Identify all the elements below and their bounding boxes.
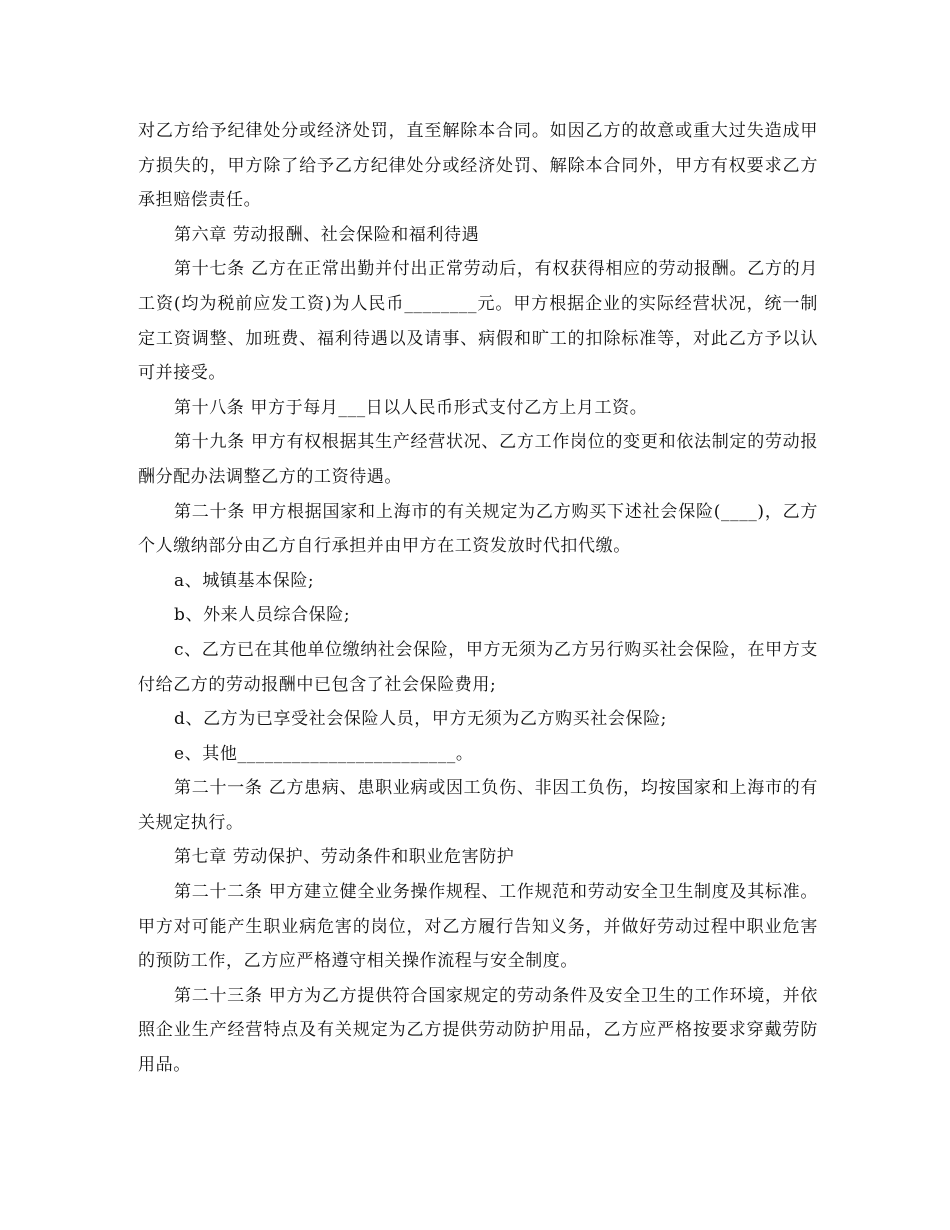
insurance-option-c: c、乙方已在其他单位缴纳社会保险，甲方无须为乙方另行购买社会保险，在甲方支付给乙方的劳动报酬中已包含了社会保险费用;	[138, 639, 818, 695]
article-19: 第十九条 甲方有权根据其生产经营状况、乙方工作岗位的变更和依法制定的劳动报酬分配办法调整乙方的工资待遇。	[138, 432, 818, 487]
article-23: 第二十三条 甲方为乙方提供符合国家规定的劳动条件及安全卫生的工作环境，并依照企业生产经营特点及有关规定为乙方提供劳动防护用品，乙方应严格按要求穿戴劳防用品。	[138, 985, 818, 1076]
chapter-6-heading: 第六章 劳动报酬、社会保险和福利待遇	[174, 224, 480, 245]
article-20: 第二十条 甲方根据国家和上海市的有关规定为乙方购买下述社会保险(____)，乙方个人缴纳部分由乙方自行承担并由甲方在工资发放时代扣代缴。	[138, 501, 818, 557]
insurance-option-d: d、乙方为已享受社会保险人员，甲方无须为乙方购买社会保险;	[174, 709, 668, 730]
insurance-option-b: b、外来人员综合保险;	[174, 605, 351, 626]
article-21: 第二十一条 乙方患病、患职业病或因工负伤、非因工负伤，均按国家和上海市的有关规定执行。	[138, 778, 818, 833]
insurance-option-a: a、城镇基本保险;	[174, 570, 315, 591]
document-body	[138, 114, 818, 1083]
article-18: 第十八条 甲方于每月___日以人民币形式支付乙方上月工资。	[174, 397, 648, 418]
paragraph-continuation: 对乙方给予纪律处分或经济处罚，直至解除本合同。如因乙方的故意或重大过失造成甲方损失的，甲方除了给予乙方纪律处分或经济处罚、解除本合同外，甲方有权要求乙方承担赔偿责任。	[138, 121, 818, 211]
insurance-option-e: e、其他________________________。	[174, 743, 474, 764]
article-17: 第十七条 乙方在正常出勤并付出正常劳动后，有权获得相应的劳动报酬。乙方的月工资(均为税前应发工资)为人民币________元。甲方根据企业的实际经营状况，统一制定工资调整、加班费、福利待遇以及请事、病假和旷工的扣除标准等，对此乙方予以认可并接受。	[138, 259, 818, 384]
article-22: 第二十二条 甲方建立健全业务操作规程、工作规范和劳动安全卫生制度及其标准。甲方对可能产生职业病危害的岗位，对乙方履行告知义务，并做好劳动过程中职业危害的预防工作，乙方应严格遵守相关操作流程与安全制度。	[138, 882, 818, 972]
chapter-7-heading: 第七章 劳动保护、劳动条件和职业危害防护	[174, 847, 515, 868]
